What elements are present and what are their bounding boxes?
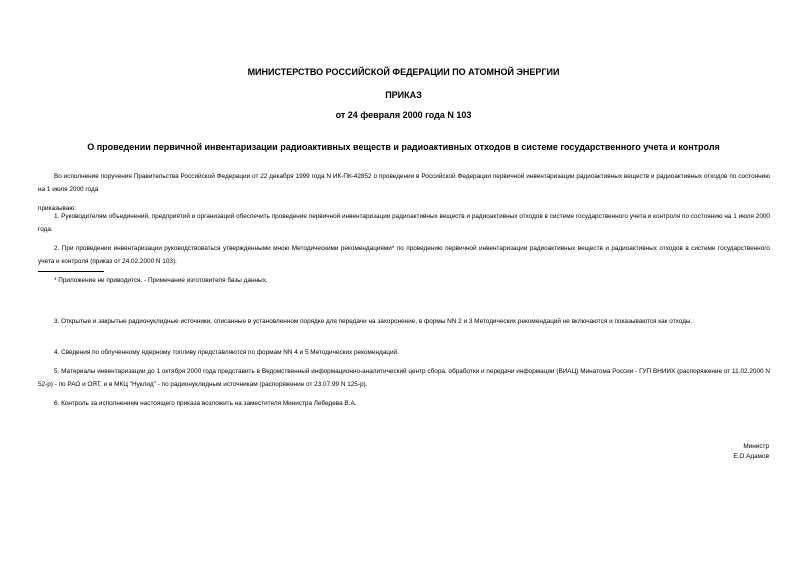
- item-2-paragraph: 2. При проведении инвентаризации руководствоваться утвержденными мною Методическими рекомендациями* по проведению первичной инвентаризации радиоактивных веществ и радиоактивных отходов в системе государственного учета и контроля (приказ от 24.02.2000 N 103).: [38, 245, 770, 265]
- document-title: О проведении первичной инвентаризации радиоактивных веществ и радиоактивных отходов в системе государственного учета и контроля: [87, 142, 720, 152]
- footnote-separator: [38, 271, 104, 272]
- item-4-paragraph: 4. Сведения по облученному ядерному топливу представляются по формам NN 4 и 5 Методических рекомендаций.: [54, 349, 399, 356]
- item-6-paragraph: 6. Контроль за исполнением настоящего приказа возложить на заместителя Министра Лебедева В.А.: [54, 400, 357, 407]
- ministry-heading: МИНИСТЕРСТВО РОССИЙСКОЙ ФЕДЕРАЦИИ ПО АТОМНОЙ ЭНЕРГИИ: [247, 67, 560, 77]
- order-word: приказываю:: [38, 205, 76, 212]
- signature-name: Е.О.Адамов: [733, 453, 769, 460]
- intro-paragraph: Во исполнение поручения Правительства Российской Федерации от 22 декабря 1999 года N ИК-ПК-42852 о проведении в Российской Федерации первичной инвентаризации радиоактивных веществ и радиоактивных отходов по состоянию на 1 июля 2000 года: [38, 173, 770, 193]
- document-date-number: от 24 февраля 2000 года N 103: [335, 110, 472, 120]
- footnote: * Приложение не приводится. - Примечание изготовителя базы данных.: [54, 277, 268, 284]
- item-5-paragraph: 5. Материалы инвентаризации до 1 октября 2000 года представить в Ведомственный информационно-аналитический центр сбора, обработки и передачи информации (ВИАЦ) Минатома России - ГУП ВНИИХ (распоряжение от 11.02.2000 N 52-р) - по РАО и ОЯТ, и в МКЦ "Нуклид" - по радионуклидным источникам (распоряжение от 23.07.99 N 125-р).: [38, 368, 770, 388]
- signature-position: Министр: [743, 443, 769, 450]
- document-type-heading: ПРИКАЗ: [385, 90, 422, 100]
- item-3-paragraph: 3. Открытые и закрытые радионуклидные источники, списанные в установленном порядке для передачи на захоронение, в формы NN 2 и 3 Методических рекомендаций не включаются и показываются как отходы.: [54, 318, 693, 325]
- item-1-paragraph: 1. Руководителям объединений, предприятий и организаций обеспечить проведение первичной инвентаризации радиоактивных веществ и радиоактивных отходов в системе государственного учета и контроля по состоянию на 1 июля 2000 года.: [38, 213, 770, 233]
